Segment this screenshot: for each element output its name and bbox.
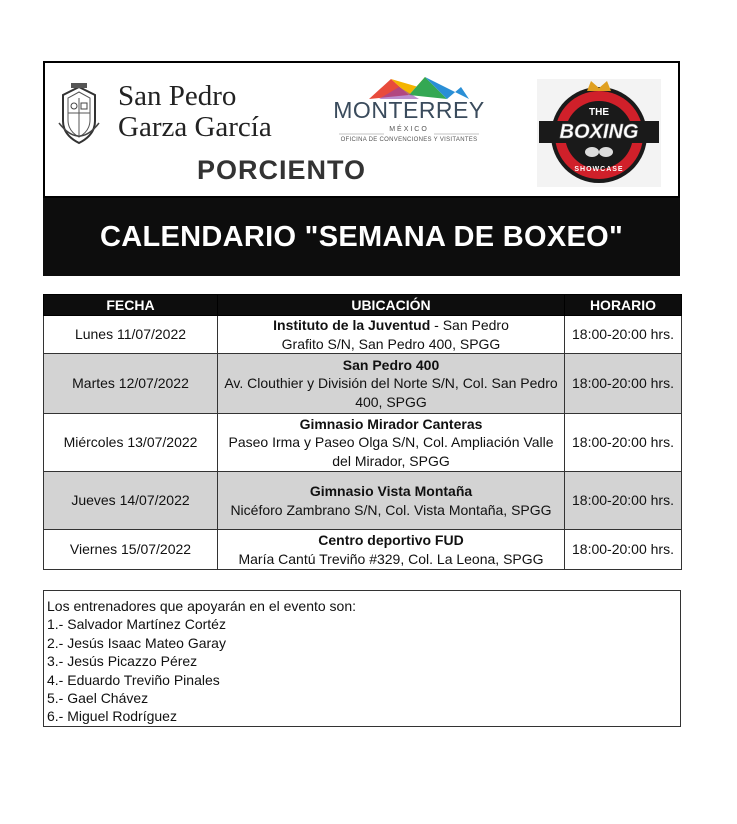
calendar-title: CALENDARIO "SEMANA DE BOXEO"	[99, 220, 624, 253]
trainer-item: 5.- Gael Chávez	[47, 690, 149, 707]
monterrey-subtitle: OFICINA DE CONVENCIONES Y VISITANTES	[340, 137, 478, 143]
table-row	[44, 530, 682, 570]
row-date: Lunes 11/07/2022	[44, 316, 218, 354]
row-time: 18:00-20:00 hrs.	[565, 414, 682, 472]
row-date: Martes 12/07/2022	[44, 354, 218, 414]
row-date: Miércoles 13/07/2022	[44, 414, 218, 472]
row-place-name: Gimnasio Vista Montaña	[309, 483, 473, 499]
table-header-row	[44, 295, 682, 316]
table-row	[44, 354, 682, 414]
header-fecha: FECHA	[44, 295, 218, 316]
table-row	[44, 472, 682, 530]
trainer-item: 6.- Miguel Rodríguez	[47, 708, 177, 725]
row-date: Viernes 15/07/2022	[44, 530, 218, 570]
row-time: 18:00-20:00 hrs.	[565, 530, 682, 570]
row-address: Nicéforo Zambrano S/N, Col. Vista Montaña, SPGG	[230, 501, 552, 518]
monterrey-wordmark: MONTERREY	[333, 97, 485, 123]
svg-text:THE: THE	[589, 107, 609, 118]
row-place-name: Gimnasio Mirador Canteras	[299, 415, 483, 432]
trainers-intro: Los entrenadores que apoyarán en el evento son:	[47, 598, 357, 614]
row-address: Av. Clouthier y División del Norte S/N, Col. San Pedro 400, SPGG	[224, 375, 558, 410]
row-address: Paseo Irma y Paseo Olga S/N, Col. Ampliación Valle del Mirador, SPGG	[228, 434, 554, 469]
municipality-line-1: San Pedro	[118, 80, 237, 112]
calendar-title-band	[43, 198, 680, 276]
row-location	[218, 414, 565, 472]
row-location	[218, 472, 565, 530]
monterrey-country: MÉXICO	[389, 126, 429, 133]
trainers-box	[43, 590, 681, 727]
table-row	[44, 316, 682, 354]
row-address: María Cantú Treviño #329, Col. La Leona, SPGG	[238, 550, 544, 567]
row-place-name: San Pedro 400	[342, 356, 440, 373]
row-location	[218, 530, 565, 570]
municipal-crest-icon	[55, 83, 103, 147]
trainer-item: 1.- Salvador Martínez Cortéz	[47, 616, 226, 633]
trainer-item: 2.- Jesús Isaac Mateo Garay	[47, 634, 226, 651]
row-time: 18:00-20:00 hrs.	[565, 472, 682, 530]
row-place-suffix: - San Pedro	[430, 317, 509, 333]
header-horario: HORARIO	[565, 295, 682, 316]
row-date: Jueves 14/07/2022	[44, 472, 218, 530]
municipality-line-2: Garza García	[118, 111, 272, 143]
row-place-name: Instituto de la Juventud	[273, 317, 431, 333]
svg-text:BOXING: BOXING	[559, 121, 639, 143]
header-ubicacion: UBICACIÓN	[218, 295, 565, 316]
trainer-item: 3.- Jesús Picazzo Pérez	[47, 653, 198, 670]
svg-text:SHOWCASE: SHOWCASE	[574, 166, 624, 173]
porciento-logo: PORCIENTO	[197, 155, 367, 185]
row-address: Grafito S/N, San Pedro 400, SPGG	[281, 335, 501, 352]
table-row	[44, 414, 682, 472]
schedule-table	[43, 294, 682, 570]
municipality-name	[118, 81, 272, 143]
header-logos	[43, 61, 680, 198]
row-time: 18:00-20:00 hrs.	[565, 316, 682, 354]
row-place-name: Centro deportivo FUD	[318, 532, 464, 548]
row-time: 18:00-20:00 hrs.	[565, 354, 682, 414]
boxing-showcase-logo	[537, 79, 661, 187]
row-location	[218, 354, 565, 414]
trainer-item: 4.- Eduardo Treviño Pinales	[47, 671, 220, 688]
row-location	[218, 316, 565, 354]
